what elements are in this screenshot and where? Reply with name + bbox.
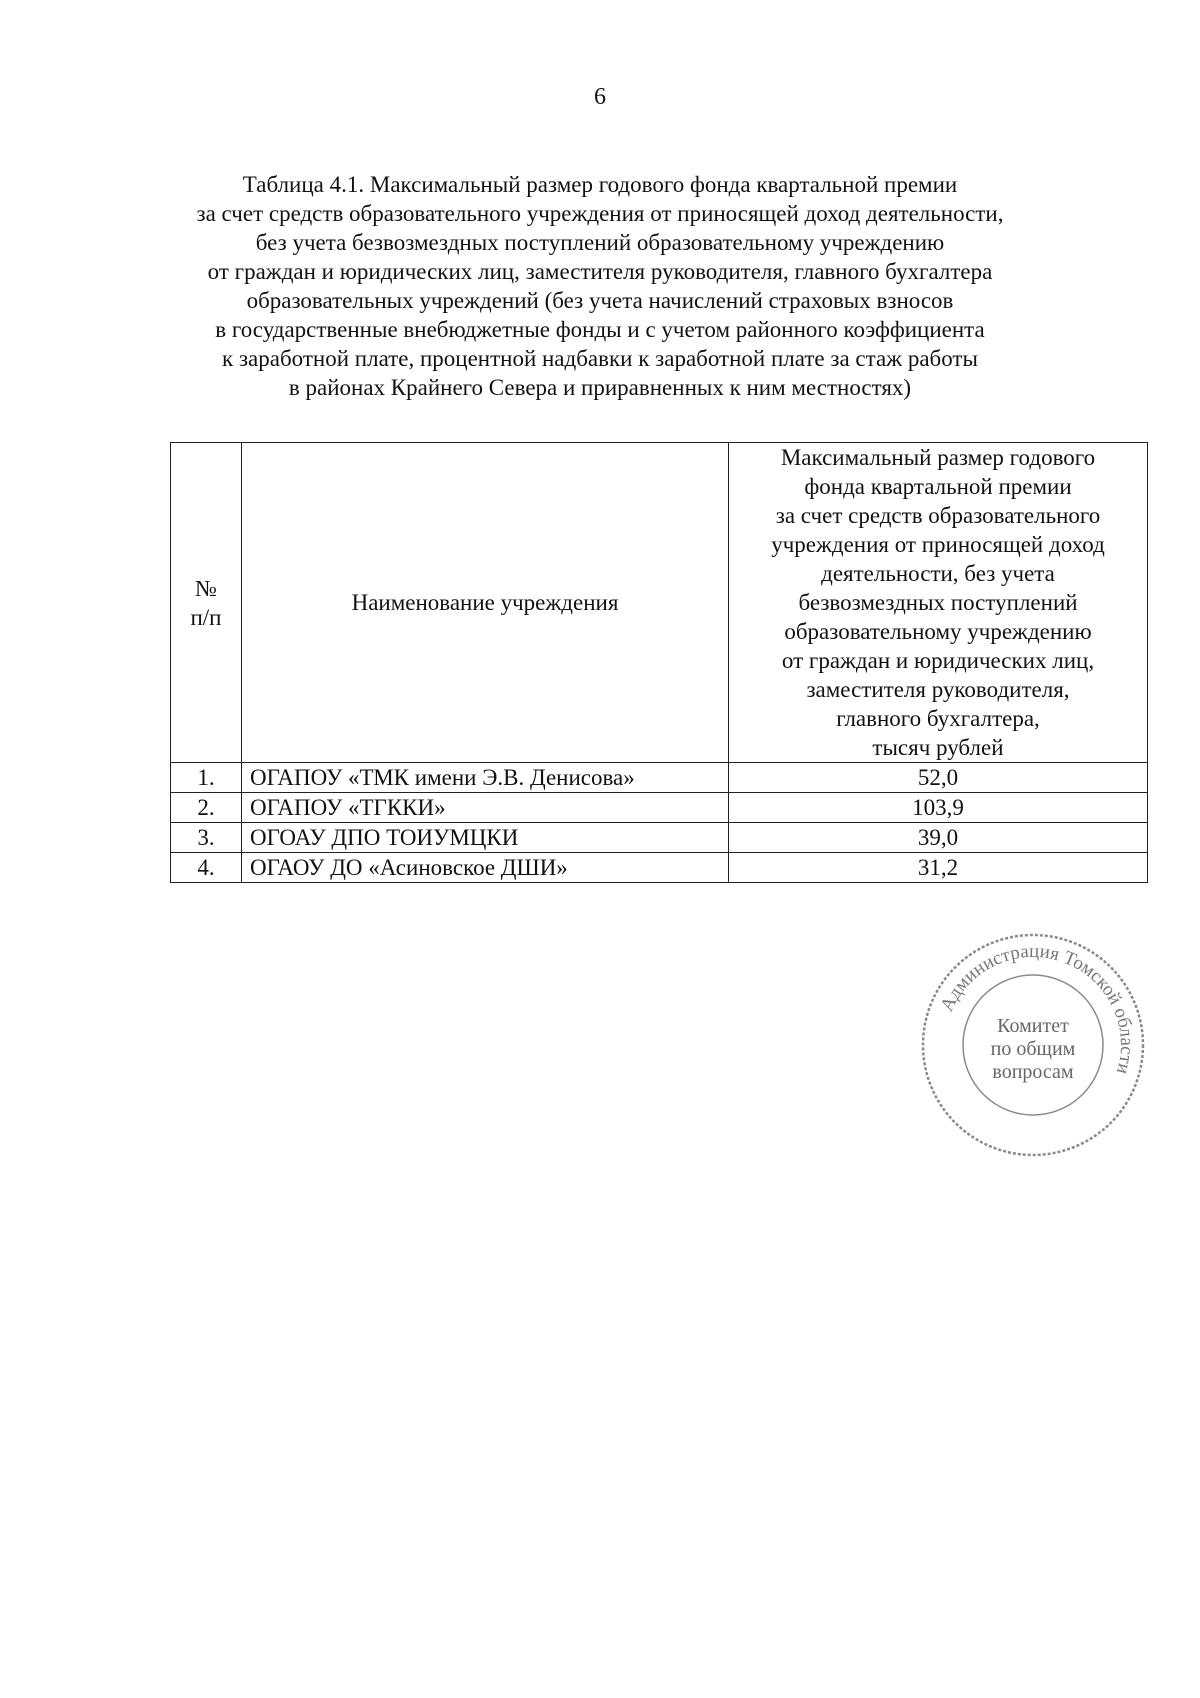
caption-line: к заработной плате, процентной надбавки к заработной плате за стаж работы xyxy=(222,346,978,371)
stamp-center-line: по общим xyxy=(990,1038,1076,1060)
table-caption xyxy=(150,170,1050,402)
row-institution-name: ОГОАУ ДПО ТОИУМЦКИ xyxy=(242,823,729,853)
official-stamp xyxy=(918,930,1148,1160)
page-number: 6 xyxy=(594,84,606,110)
header-max-fund-line: за счет средств образовательного xyxy=(775,503,1101,528)
row-number: 2. xyxy=(171,793,242,823)
header-max-fund-line: безвозмездных поступлений xyxy=(798,590,1078,615)
header-max-fund-line: образовательному учреждению xyxy=(784,619,1092,644)
row-max-fund-value: 39,0 xyxy=(729,823,1148,853)
caption-line: образовательных учреждений (без учета начислений страховых взносов xyxy=(246,288,954,313)
bonus-fund-table xyxy=(170,442,1148,883)
caption-line: от граждан и юридических лиц, заместителя руководителя, главного бухгалтера xyxy=(207,259,993,284)
row-max-fund-value: 31,2 xyxy=(729,853,1148,883)
header-max-fund-line: главного бухгалтера, xyxy=(836,706,1040,731)
header-max-fund-line: фонда квартальной премии xyxy=(804,474,1072,499)
header-max-fund-line: тысяч рублей xyxy=(872,735,1004,760)
stamp-center-line: вопросам xyxy=(992,1061,1074,1083)
table-row xyxy=(171,853,1148,883)
row-max-fund-value: 103,9 xyxy=(729,793,1148,823)
row-number: 4. xyxy=(171,853,242,883)
row-institution-name: ОГАОУ ДО «Асиновское ДШИ» xyxy=(242,853,729,883)
table-row xyxy=(171,763,1148,793)
header-number-line: п/п xyxy=(190,604,222,630)
header-institution-name: Наименование учреждения xyxy=(242,443,729,763)
caption-line: без учета безвозмездных поступлений образовательному учреждению xyxy=(255,230,945,255)
stamp-center-line: Комитет xyxy=(997,1015,1069,1037)
row-institution-name: ОГАПОУ «ТМК имени Э.В. Денисова» xyxy=(242,763,729,793)
row-number: 1. xyxy=(171,763,242,793)
header-number xyxy=(171,443,242,763)
caption-line: в районах Крайнего Севера и приравненных к ним местностях) xyxy=(288,375,912,400)
header-number-line: № xyxy=(195,575,217,601)
header-max-fund-line: от граждан и юридических лиц, xyxy=(781,648,1095,673)
stamp-ring-text: Администрация Томской области xyxy=(936,940,1138,1077)
header-max-fund-line: учреждения от приносящей доход xyxy=(771,532,1105,557)
header-max-fund xyxy=(729,443,1148,763)
caption-line: за счет средств образовательного учреждения от приносящей доход деятельности, xyxy=(196,201,1004,226)
table-row xyxy=(171,823,1148,853)
row-number: 3. xyxy=(171,823,242,853)
table-row xyxy=(171,793,1148,823)
header-max-fund-line: деятельности, без учета xyxy=(821,561,1055,586)
caption-line: в государственные внебюджетные фонды и с учетом районного коэффициента xyxy=(215,317,985,342)
header-max-fund-line: Максимальный размер годового xyxy=(780,445,1096,470)
table-header-row xyxy=(171,443,1148,763)
row-max-fund-value: 52,0 xyxy=(729,763,1148,793)
header-max-fund-line: заместителя руководителя, xyxy=(806,677,1070,702)
caption-line: Таблица 4.1. Максимальный размер годового фонда квартальной премии xyxy=(242,172,958,197)
row-institution-name: ОГАПОУ «ТГККИ» xyxy=(242,793,729,823)
